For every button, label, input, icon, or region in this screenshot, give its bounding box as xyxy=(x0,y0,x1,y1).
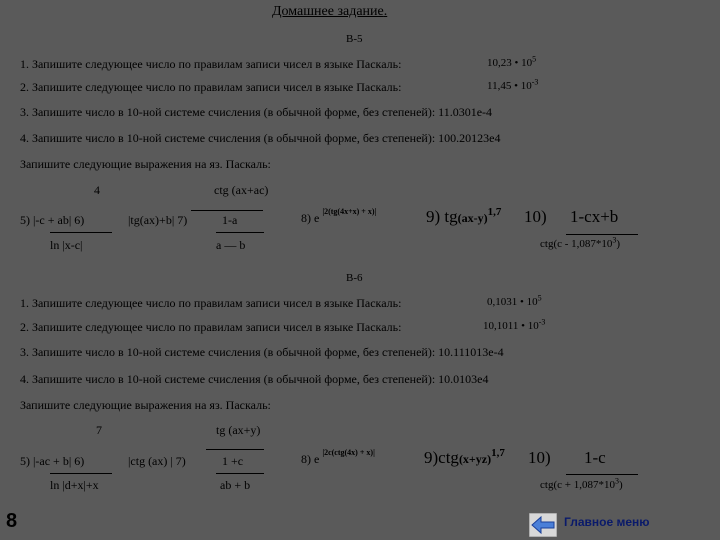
main-menu-link[interactable] xyxy=(526,510,666,538)
v5-task-expressions: Запишите следующие выражения на яз. Паскаль: xyxy=(20,157,271,171)
v6-expr5-numerator: 7 xyxy=(96,423,102,437)
page-number: 8 xyxy=(6,510,18,532)
page-title xyxy=(272,4,387,20)
v5-expr10-den-exponent: 3 xyxy=(612,235,617,245)
v6-expr10-den-exponent: 3 xyxy=(614,476,619,486)
v5-expr9-exponent: 1,7 xyxy=(487,206,502,218)
v5-expr5-6-line: 5) |-c + ab| 6) xyxy=(20,213,85,227)
v6-expr5-denominator: ln |d+x|+x xyxy=(50,478,99,492)
v6-expr8 xyxy=(301,448,375,467)
left-arrow-icon[interactable] xyxy=(529,513,557,537)
v6-expr10-numerator: 1-c xyxy=(584,448,606,467)
v6-task-1: 1. Запишите следующее число по правилам записи чисел в языке Паскаль: xyxy=(20,296,402,310)
v6-task-2-exponent: -3 xyxy=(538,317,546,327)
v5-expr10-den-text: ctg(c - 1,087*10 xyxy=(540,238,613,250)
v6-expr6-numerator: tg (ax+y) xyxy=(216,423,261,437)
v6-expr9-func: 9)ctg xyxy=(424,448,459,467)
v5-expr6-denominator-part: |tg(ax)+b| 7) xyxy=(128,213,188,227)
v5-task-2-exponent: -3 xyxy=(531,77,539,87)
variant-5-label: В-5 xyxy=(346,33,363,45)
v5-task-2-number xyxy=(487,77,539,92)
v5-task-1-number xyxy=(487,54,537,69)
v5-expr5-numerator: 4 xyxy=(94,183,100,197)
v6-expr5-fraction-bar xyxy=(50,473,112,474)
v5-expr10-label: 10) xyxy=(524,207,547,226)
v5-task-4: 4. Запишите число в 10-ной системе счисления (в обычной форме, без степеней): 100.20123е4 xyxy=(20,131,501,145)
v6-task-4: 4. Запишите число в 10-ной системе счисления (в обычной форме, без степеней): 10.0103е4 xyxy=(20,372,489,386)
v6-task-expressions: Запишите следующие выражения на яз. Паскаль: xyxy=(20,398,271,412)
main-menu-label[interactable]: Главное меню xyxy=(564,515,650,529)
v6-task-1-mantissa: 0,1031 • 10 xyxy=(487,296,538,308)
page-title-dot: . xyxy=(383,4,388,19)
v6-expr6-denominator-part: |ctg (ax) | 7) xyxy=(128,454,186,468)
v5-expr5-denominator: ln |x-c| xyxy=(50,238,83,252)
v5-expr6-numerator: ctg (ax+ac) xyxy=(214,183,269,197)
v5-task-1-mantissa: 10,23 • 10 xyxy=(487,57,533,69)
v5-expr6-fraction-bar xyxy=(191,210,263,211)
v6-expr9 xyxy=(424,448,505,468)
v6-expr10-den-close: ) xyxy=(618,479,623,491)
v5-task-2-mantissa: 11,45 • 10 xyxy=(487,80,532,92)
v6-expr9-exponent: 1,7 xyxy=(491,447,505,459)
v6-expr7-numerator: 1 +c xyxy=(222,454,244,468)
v5-expr7-numerator: 1-a xyxy=(222,213,238,227)
v5-expr8 xyxy=(301,207,377,226)
v5-expr7-fraction-bar xyxy=(216,232,264,233)
v5-expr9-func: 9) tg xyxy=(426,207,458,226)
v5-expr7-denominator: a — b xyxy=(216,238,246,252)
variant-6-label: В-6 xyxy=(346,272,363,284)
v6-expr10-label: 10) xyxy=(528,448,551,467)
v5-task-2: 2. Запишите следующее число по правилам записи чисел в языке Паскаль: xyxy=(20,80,402,94)
v5-task-1-exponent: 5 xyxy=(532,54,537,64)
v6-task-3: 3. Запишите число в 10-ной системе счисления (в обычной форме, без степеней): 10.111013е-4 xyxy=(20,345,504,359)
v5-expr9 xyxy=(426,207,501,227)
v6-expr8-base: 8) e xyxy=(301,452,320,466)
v6-expr7-fraction-bar xyxy=(216,473,264,474)
v6-expr5-6-line: 5) |-ac + b| 6) xyxy=(20,454,85,468)
v6-expr10-den-text: ctg(c + 1,087*10 xyxy=(540,479,615,491)
v5-expr9-arg: (ax-y) xyxy=(457,211,488,225)
v5-expr8-exponent: |2(tg(4x+x) + x)| xyxy=(322,207,377,216)
v5-task-3: 3. Запишите число в 10-ной системе счисления (в обычной форме, без степеней): 11.0301е-4 xyxy=(20,105,493,119)
v5-expr8-base: 8) e xyxy=(301,211,320,225)
v6-task-2: 2. Запишите следующее число по правилам записи чисел в языке Паскаль: xyxy=(20,320,402,334)
v6-expr7-denominator: ab + b xyxy=(220,478,251,492)
v5-task-1: 1. Запишите следующее число по правилам записи чисел в языке Паскаль: xyxy=(20,57,402,71)
v6-task-2-number xyxy=(483,317,546,332)
page-title-text: Домашнее задание xyxy=(272,4,384,19)
v6-task-2-mantissa: 10,1011 • 10 xyxy=(483,320,539,332)
v5-expr10-numerator: 1-cx+b xyxy=(570,207,619,226)
v6-expr10-denominator xyxy=(540,476,623,491)
v6-task-1-number xyxy=(487,293,542,308)
v5-expr10-denominator xyxy=(540,235,621,250)
v6-task-1-exponent: 5 xyxy=(537,293,542,303)
v6-expr9-arg: (x+yz) xyxy=(458,452,492,466)
v5-expr5-fraction-bar xyxy=(50,232,112,233)
v6-expr6-fraction-bar xyxy=(206,449,264,450)
v6-expr8-exponent: |2c(ctg(4x) + x)| xyxy=(322,448,375,457)
v6-expr10-fraction-bar xyxy=(566,474,638,475)
v5-expr10-fraction-bar xyxy=(566,234,638,235)
v5-expr10-den-close: ) xyxy=(616,238,621,250)
